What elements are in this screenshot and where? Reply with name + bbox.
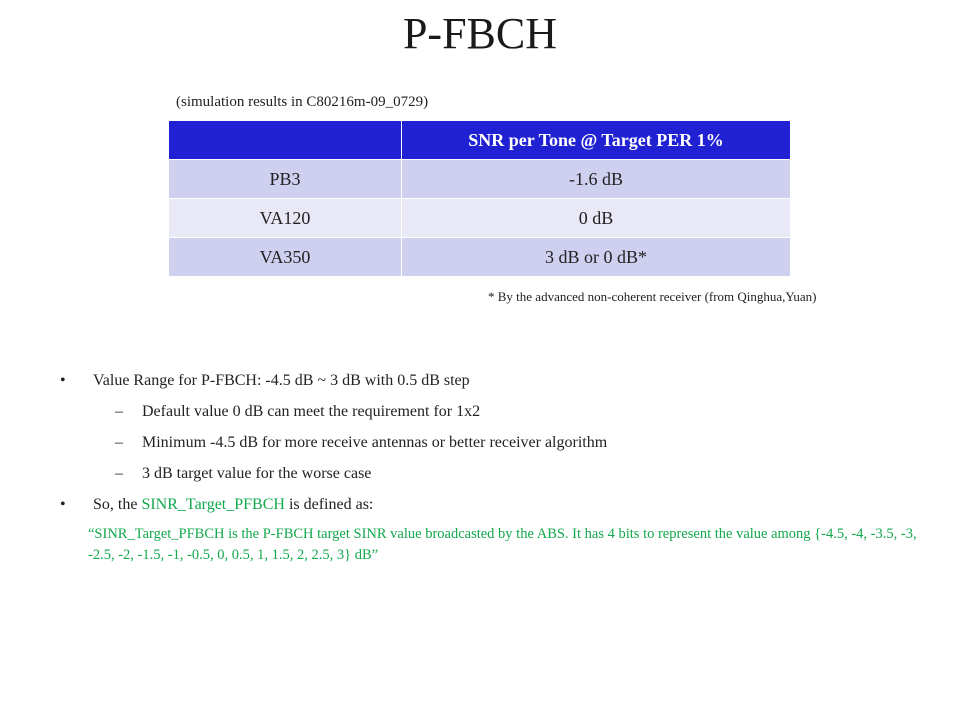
- dash-icon: –: [115, 434, 123, 451]
- sub-bullet-text: Default value 0 dB can meet the requirement for 1x2: [142, 403, 481, 420]
- dash-icon: –: [115, 465, 123, 482]
- table-footnote: * By the advanced non-coherent receiver (from Qinghua,Yuan): [488, 289, 817, 304]
- bullet-text-prefix: So, the: [93, 496, 142, 513]
- table-row: [169, 199, 791, 238]
- channel-cell: PB3: [169, 160, 402, 199]
- slide-title: P-FBCH: [402, 9, 558, 58]
- table-header-row: [169, 121, 791, 160]
- channel-cell: VA350: [169, 238, 402, 277]
- snr-cell: -1.6 dB: [402, 160, 791, 199]
- definition-quote: “SINR_Target_PFBCH is the P-FBCH target SINR value broadcasted by the ABS. It has 4 bits to represent the value among {-4.5, -4, -3.5, -3, -2.5, -2, -1.5, -1, -0.5, 0, 0.5, 1, 1.5, 2, 2.5, 3} dB”: [88, 526, 917, 563]
- bullet-text: [93, 494, 373, 516]
- channel-cell: VA120: [169, 199, 402, 238]
- table-row: [169, 238, 791, 277]
- header-cell-snr: SNR per Tone @ Target PER 1%: [402, 121, 791, 160]
- bullet-dot-icon: •: [60, 372, 66, 389]
- snr-cell: 3 dB or 0 dB*: [402, 238, 791, 277]
- header-cell-empty: [169, 121, 402, 160]
- parameter-name-highlight: SINR_Target_PFBCH: [141, 496, 285, 513]
- sub-bullet-text: Minimum -4.5 dB for more receive antennas or better receiver algorithm: [142, 434, 608, 451]
- results-table: [168, 120, 791, 277]
- sub-bullet-text: 3 dB target value for the worse case: [142, 465, 372, 482]
- bullet-dot-icon: •: [60, 496, 66, 513]
- snr-cell: 0 dB: [402, 199, 791, 238]
- bullet-text-suffix: is defined as:: [284, 496, 374, 513]
- dash-icon: –: [115, 403, 123, 420]
- bullet-text: Value Range for P-FBCH: -4.5 dB ~ 3 dB with 0.5 dB step: [93, 372, 470, 389]
- table-row: [169, 160, 791, 199]
- simulation-caption: (simulation results in C80216m-09_0729): [176, 94, 429, 110]
